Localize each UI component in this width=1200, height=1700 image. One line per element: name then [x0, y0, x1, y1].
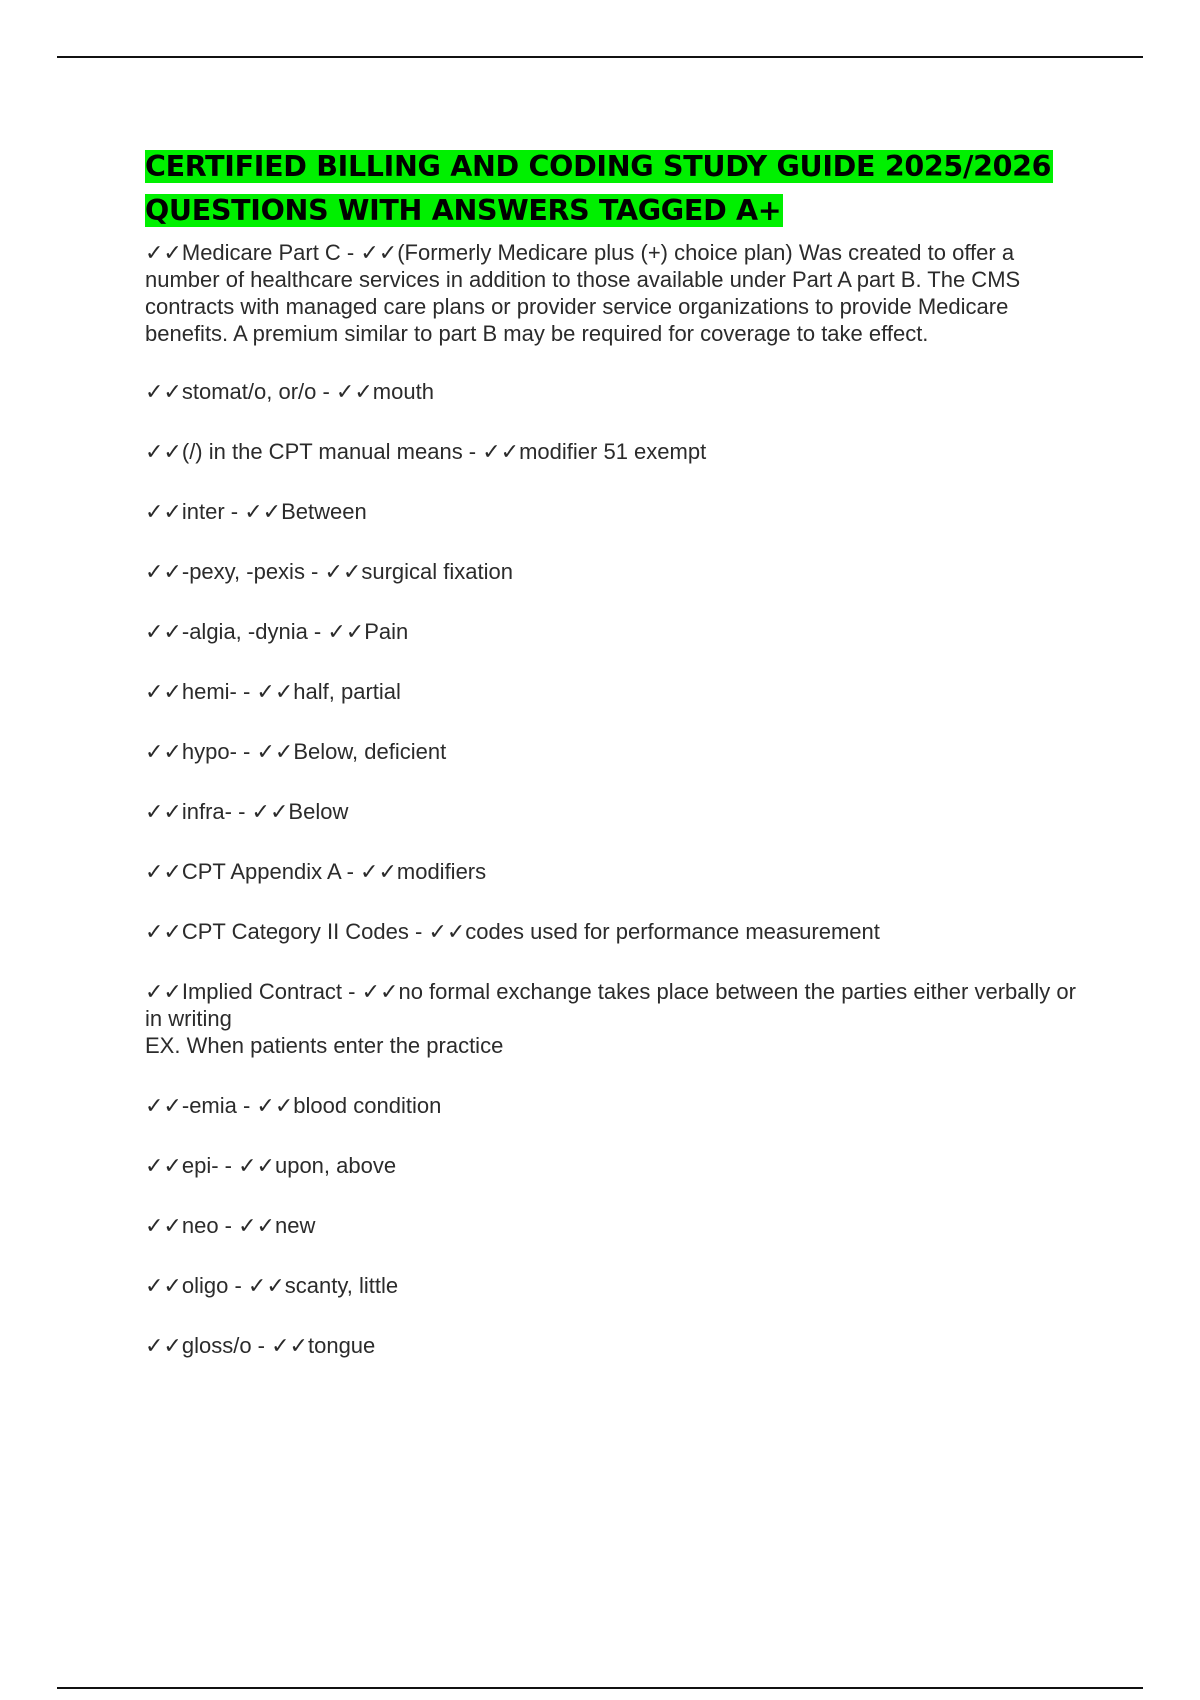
- header-rule: [57, 56, 1143, 58]
- qa-item-inter: ✓✓inter - ✓✓Between: [145, 499, 367, 524]
- qa-item-oligo: ✓✓oligo - ✓✓scanty, little: [145, 1273, 399, 1298]
- document-body: [145, 145, 1085, 1392]
- footer-rule: [57, 1687, 1143, 1689]
- qa-item-epi: ✓✓epi- - ✓✓upon, above: [145, 1153, 397, 1178]
- qa-item-hypo: ✓✓hypo- - ✓✓Below, deficient: [145, 739, 447, 764]
- qa-item-gloss: ✓✓gloss/o - ✓✓tongue: [145, 1333, 376, 1358]
- document-title: [145, 145, 1085, 233]
- qa-list: [145, 239, 1085, 1359]
- qa-item-hemi: ✓✓hemi- - ✓✓half, partial: [145, 679, 401, 704]
- qa-item-neo: ✓✓neo - ✓✓new: [145, 1213, 316, 1238]
- qa-item-stomato: ✓✓stomat/o, or/o - ✓✓mouth: [145, 379, 434, 404]
- qa-item-pexy: ✓✓-pexy, -pexis - ✓✓surgical fixation: [145, 559, 513, 584]
- qa-item-cpt-category-ii: ✓✓CPT Category II Codes - ✓✓codes used for performance measurement: [145, 919, 880, 944]
- qa-item-cpt-symbol: ✓✓(/) in the CPT manual means - ✓✓modifier 51 exempt: [145, 439, 707, 464]
- qa-item-infra: ✓✓infra- - ✓✓Below: [145, 799, 349, 824]
- qa-item-emia: ✓✓-emia - ✓✓blood condition: [145, 1093, 442, 1118]
- qa-item-medicare-part-c: ✓✓Medicare Part C - ✓✓(Formerly Medicare plus (+) choice plan) Was created to offer a number of healthcare services in addition to those available under Part A part B. The CMS contracts with managed care plans or provider service organizations to provide Medicare benefits. A premium similar to part B may be required for coverage to take effect.: [145, 240, 1021, 346]
- qa-item-cpt-appendix-a: ✓✓CPT Appendix A - ✓✓modifiers: [145, 859, 487, 884]
- document-title-text: CERTIFIED BILLING AND CODING STUDY GUIDE 2025/2026 QUESTIONS WITH ANSWERS TAGGED A+: [145, 150, 1052, 227]
- qa-item-implied-contract: ✓✓Implied Contract - ✓✓no formal exchange takes place between the parties either verbally or in writing EX. When patients enter the practice: [145, 979, 1076, 1058]
- qa-item-algia: ✓✓-algia, -dynia - ✓✓Pain: [145, 619, 409, 644]
